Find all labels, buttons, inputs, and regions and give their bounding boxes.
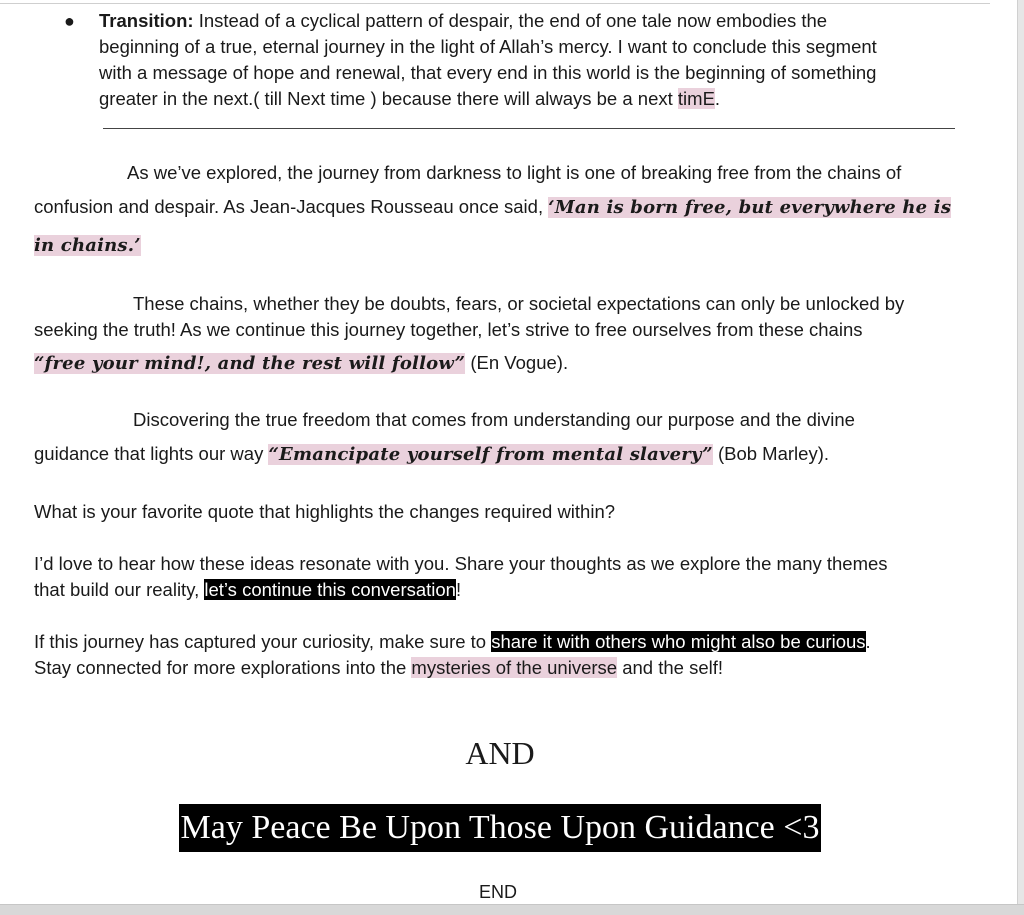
peace-banner: May Peace Be Upon Those Upon Guidance <3 xyxy=(179,804,822,852)
horizontal-rule xyxy=(103,128,955,129)
para4-line-1: I’d love to hear how these ideas resonate with you. Share your thoughts as we explore the many themes xyxy=(34,553,888,574)
para1-line-2: confusion and despair. As Jean-Jacques Rousseau once said, ‘Man is born free, but everywhere he is xyxy=(34,196,952,218)
and-heading: AND xyxy=(465,735,535,771)
transition-line-1: Transition: Instead of a cyclical pattern of despair, the end of one tale now embodies the xyxy=(99,10,828,31)
para4-line-2: that build our reality, let’s continue this conversation! xyxy=(34,579,462,600)
question-line: What is your favorite quote that highlights the changes required within? xyxy=(34,501,616,522)
para3-line-1: Discovering the true freedom that comes from understanding our purpose and the divine xyxy=(133,409,855,430)
highlight-time: timE xyxy=(677,88,715,109)
para2-line-1: These chains, whether they be doubts, fears, or societal expectations can only be unlocked by xyxy=(133,293,905,314)
horizontal-scrollbar[interactable] xyxy=(0,904,1024,915)
share-highlight: share it with others who might also be curious xyxy=(491,631,866,652)
transition-line-3: with a message of hope and renewal, that every end in this world is the beginning of something xyxy=(99,62,877,83)
para1-line-3 xyxy=(34,232,141,259)
mysteries-highlight: mysteries of the universe xyxy=(411,657,618,678)
page-top-border xyxy=(0,3,990,4)
rousseau-quote-part2: in chains.’ xyxy=(34,235,141,256)
para1-line-1: As we’ve explored, the journey from darkness to light is one of breaking free from the chains of xyxy=(127,162,902,183)
rousseau-quote-part1: ‘Man is born free, but everywhere he is xyxy=(548,197,952,218)
end-text: END xyxy=(478,882,517,902)
bob-marley-quote: “Emancipate yourself from mental slavery” xyxy=(268,444,713,465)
transition-label: Transition: xyxy=(99,10,194,31)
transition-line-2: beginning of a true, eternal journey in the light of Allah’s mercy. I want to conclude this segment xyxy=(99,36,877,57)
para2-line-3: “free your mind!, and the rest will follow” (En Vogue). xyxy=(34,352,569,374)
peace-line xyxy=(0,804,1000,852)
window-right-edge xyxy=(1017,0,1024,915)
para3-line-2: guidance that lights our way “Emancipate yourself from mental slavery” (Bob Marley). xyxy=(34,443,829,465)
para5-line-2: Stay connected for more explorations into the mysteries of the universe and the self! xyxy=(34,657,724,678)
para5-line-1: If this journey has captured your curiosity, make sure to share it with others who might also be curious. xyxy=(34,631,871,652)
para2-line-2: seeking the truth! As we continue this journey together, let’s strive to free ourselves from these chains xyxy=(34,319,863,340)
continue-conversation-highlight: let’s continue this conversation xyxy=(204,579,456,600)
en-vogue-quote: “free your mind!, and the rest will follow” xyxy=(34,353,466,374)
transition-line-4: greater in the next.( till Next time ) because there will always be a next timE. xyxy=(99,88,721,109)
bullet-dot: ● xyxy=(64,11,75,31)
